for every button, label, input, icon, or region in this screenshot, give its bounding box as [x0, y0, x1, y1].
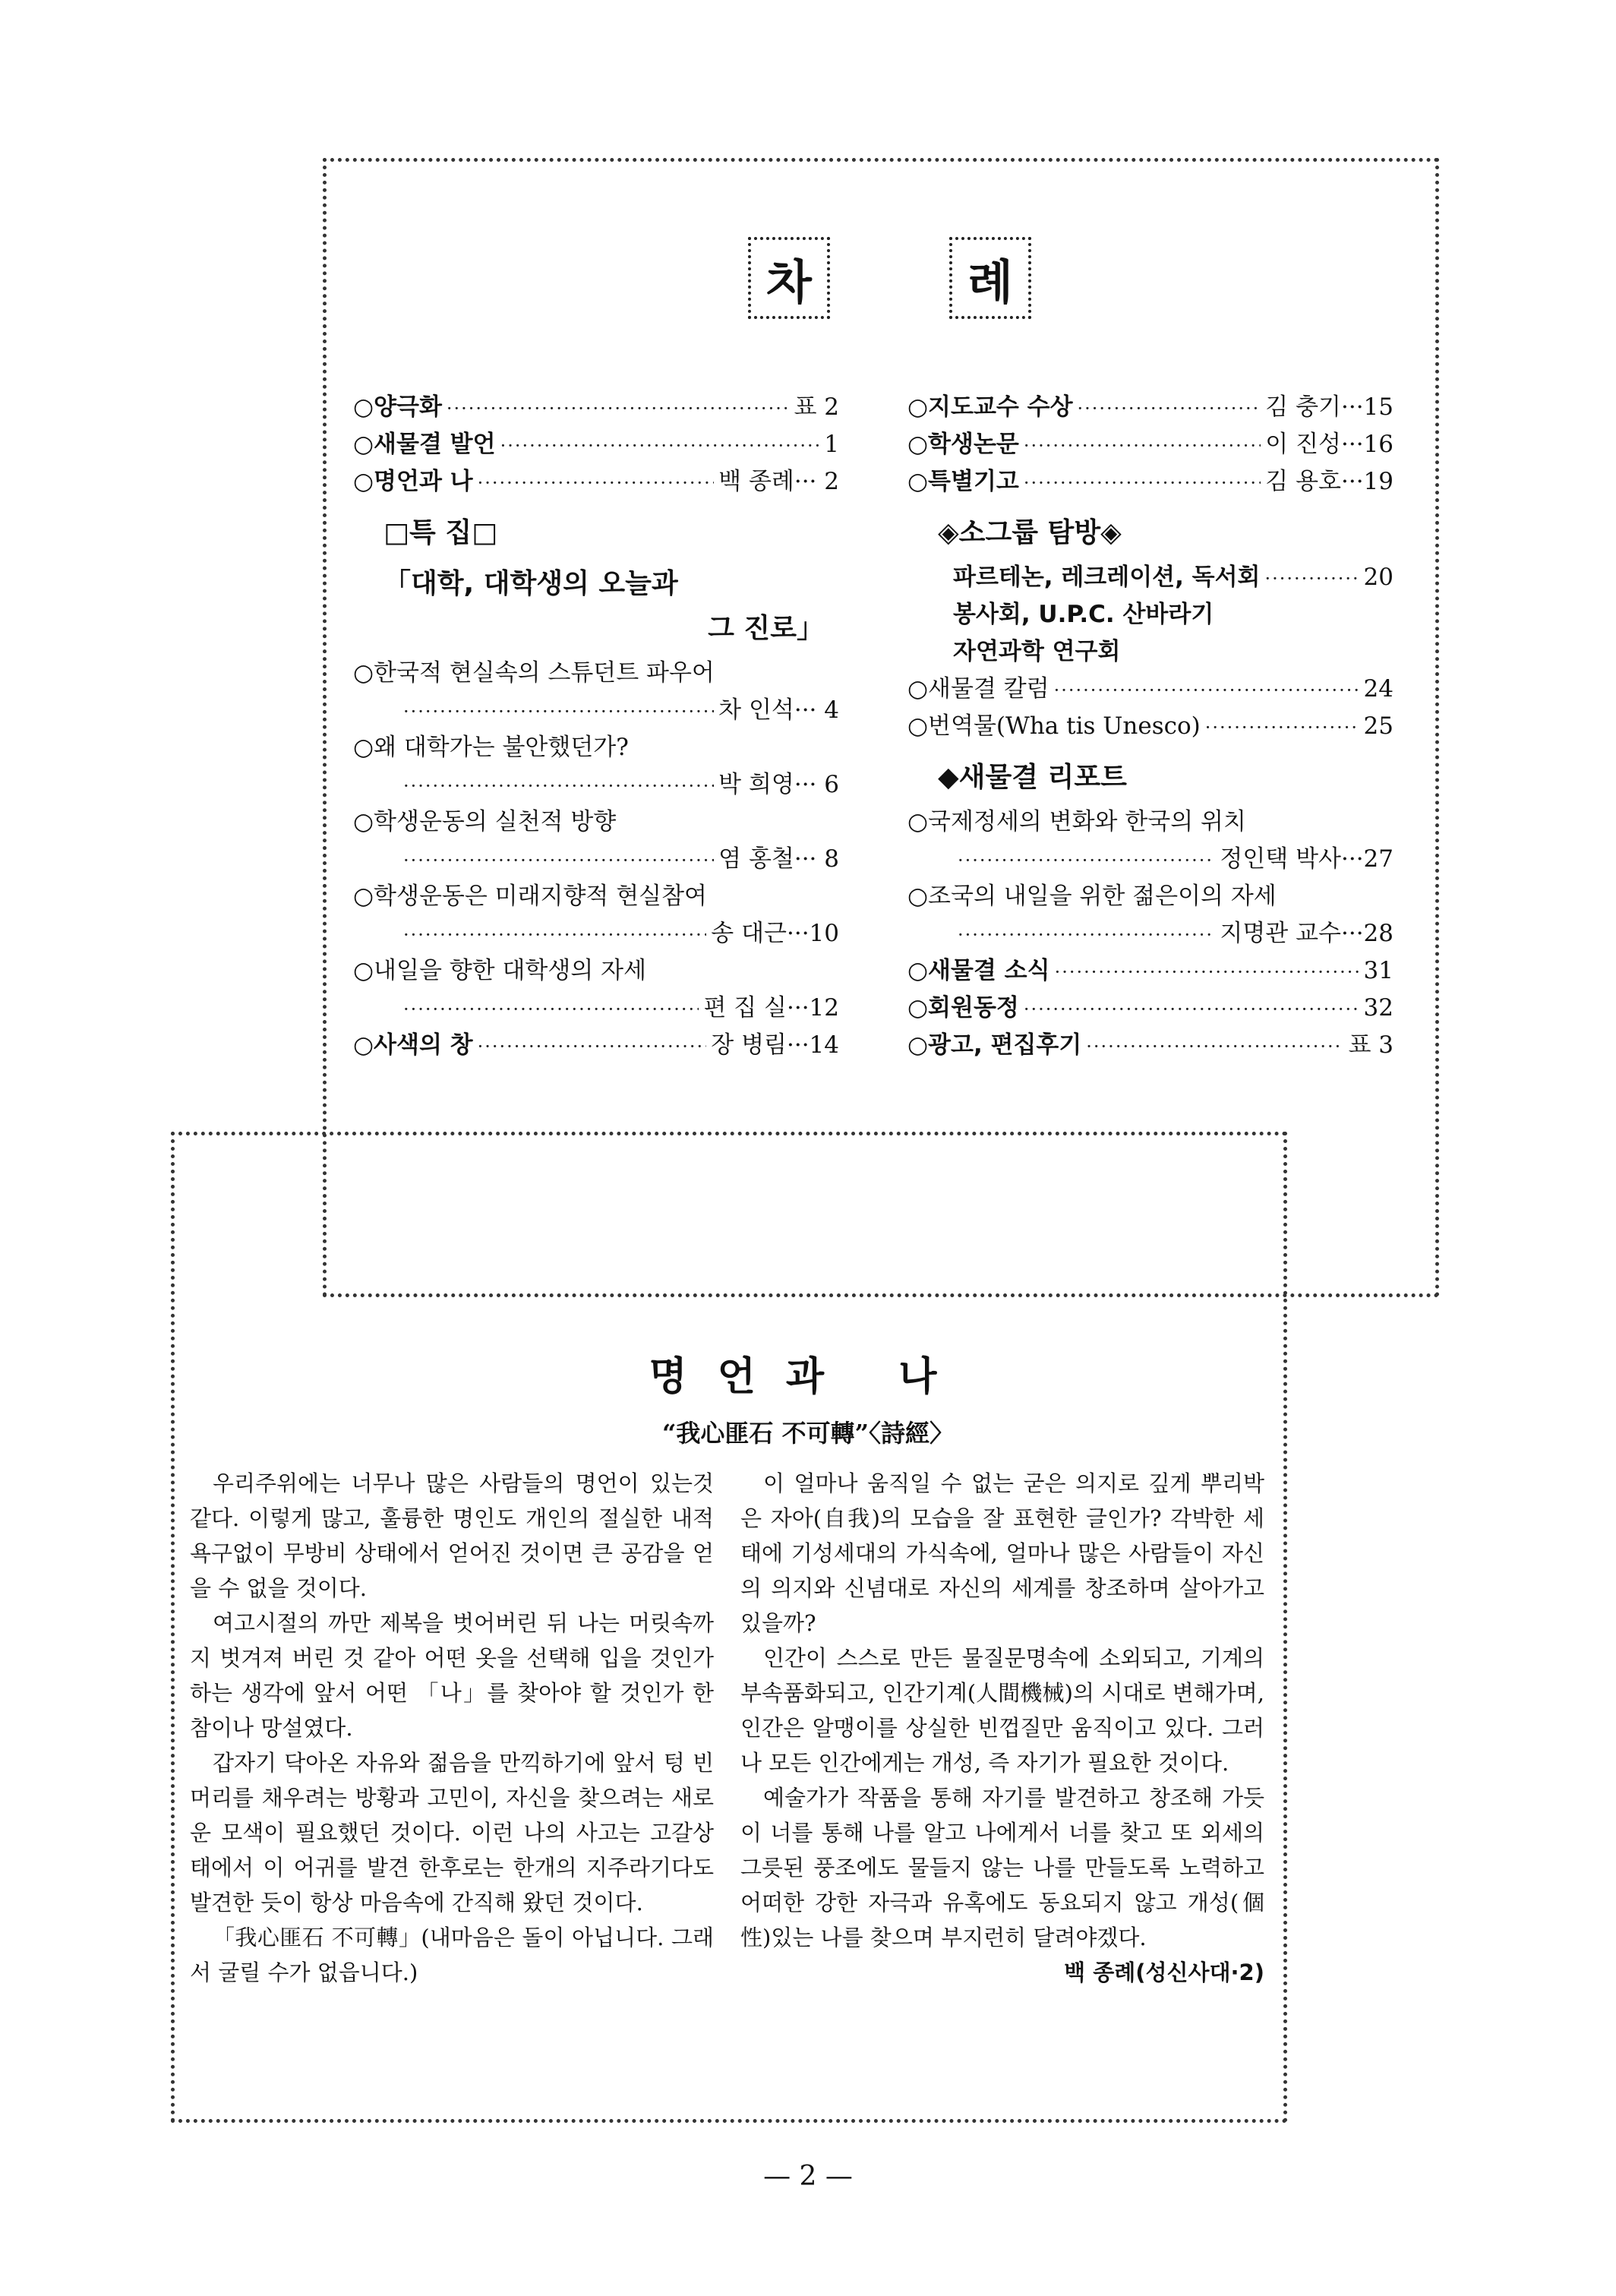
toc-entry-page: 표 2	[794, 393, 839, 421]
toc-entry	[353, 841, 839, 878]
toc-leader-dots	[1024, 465, 1261, 502]
toc-entry	[907, 671, 1393, 708]
toc-section-heading: ◆새물결 리포트	[938, 762, 1127, 793]
toc-section-heading: 그 진로」	[708, 613, 824, 644]
toc-entry-page: 차 인석··· 4	[718, 696, 839, 724]
toc-entry-title: ○한국적 현실속의 스튜던트 파우어	[353, 659, 715, 687]
toc-entry-label: ○회원동정	[907, 994, 1019, 1022]
toc-entry	[907, 389, 1393, 426]
toc-leader-dots	[403, 991, 699, 1028]
toc-entry-page: 편 집 실···12	[703, 994, 839, 1022]
toc-leader-dots	[403, 693, 714, 731]
toc-entry-label: ○번역물(Wha tis Unesco)	[907, 712, 1201, 740]
essay-paragraph: 「我心匪石 不可轉」(내마음은 돌이 아닙니다. 그래서 굴릴 수가 없읍니다.)	[190, 1925, 714, 1985]
toc-entry	[353, 1027, 839, 1064]
toc-leader-dots	[1024, 428, 1261, 465]
toc-entry-page: 32	[1363, 994, 1393, 1022]
toc-entry-title: ○국제정세의 변화와 한국의 위치	[907, 808, 1246, 835]
toc-entry	[353, 915, 839, 952]
toc-entry	[353, 463, 839, 501]
toc-leader-dots	[1055, 954, 1359, 991]
toc-entry	[353, 426, 839, 463]
toc-entry-page: 25	[1363, 712, 1393, 740]
toc-entry	[907, 426, 1393, 463]
toc-entry	[907, 915, 1393, 952]
toc-entry-page: 염 홍철··· 8	[718, 845, 839, 873]
toc-left-column	[353, 389, 839, 1064]
toc-leader-dots	[958, 842, 1215, 880]
toc-entry-page: 20	[1363, 564, 1393, 591]
toc-entry-title: ○학생운동의 실천적 방향	[353, 808, 617, 835]
essay-paragraph: 이 얼마나 움직일 수 없는 굳은 의지로 깊게 뿌리박은 자아(自我)의 모습을 잘 표현한 글인가? 각박한 세태에 기성세대의 가식속에, 얼마나 많은 사람들이 자신의 의지와 신념대로 자신의 세계를 창조하며 살아가고 있을까?	[740, 1470, 1264, 1636]
toc-entry-label: ○학생논문	[907, 431, 1019, 458]
toc-leader-dots	[403, 842, 714, 880]
toc-entry-label: ○새물결 칼럼	[907, 675, 1049, 703]
toc-entry-label: ○명언과 나	[353, 468, 473, 495]
toc-entry	[907, 990, 1393, 1027]
toc-right-column	[907, 389, 1393, 1064]
toc-title-char-2: 례	[949, 237, 1031, 319]
toc-title-char-1: 차	[748, 237, 830, 319]
toc-entry	[907, 952, 1393, 990]
toc-entry-page: 장 병림···14	[711, 1031, 839, 1059]
toc-entry-page: 백 종례··· 2	[718, 468, 839, 495]
essay-paragraph: 갑자기 닥아온 자유와 젊음을 만끽하기에 앞서 텅 빈 머리를 채우려는 방황과 고민이, 자신을 찾으려는 새로운 모색이 필요했던 것이다. 이런 나의 사고는 고갈상태에서 이 어귀를 발견 한후로는 한개의 지주라기다도 발견한 듯이 항상 마음속에 간직해 왔던 것이다.	[190, 1750, 714, 1915]
essay-left-column	[190, 1466, 714, 1990]
toc-entry-page: 표 3	[1348, 1031, 1393, 1059]
toc-entry-page: 지명관 교수···28	[1220, 920, 1393, 947]
toc-entry-title: 자연과학 연구회	[953, 638, 1121, 665]
toc-entry-label: ○특별기고	[907, 468, 1019, 495]
toc-entry-page: 이 진성···16	[1265, 431, 1393, 458]
toc-leader-dots	[403, 768, 714, 805]
toc-entry-label: ○양극화	[353, 393, 442, 421]
essay-right-column	[740, 1466, 1264, 1990]
toc-leader-dots	[1265, 561, 1359, 598]
toc-entry	[353, 692, 839, 729]
toc-entry-title: ○조국의 내일을 위한 젊은이의 자세	[907, 883, 1277, 910]
frame-overlap-mask	[1291, 1139, 1435, 1162]
page-number: — 2 —	[763, 2161, 853, 2192]
toc-entry-page: 정인택 박사···27	[1220, 845, 1393, 873]
toc-leader-dots	[447, 390, 790, 428]
toc-leader-dots	[403, 917, 706, 954]
toc-entry-page: 24	[1363, 675, 1393, 703]
toc-entry	[907, 1027, 1393, 1064]
toc-entry-title: ○내일을 향한 대학생의 자세	[353, 957, 647, 984]
essay-paragraph: 우리주위에는 너무나 많은 사람들의 명언이 있는것 같다. 이렇게 많고, 훌륭한 명인도 개인의 절실한 내적 욕구없이 무방비 상태에서 얻어진 것이면 큰 공감을 얻을 수 없을 것이다.	[190, 1470, 714, 1601]
frame-overlap-mask	[327, 1135, 1283, 1293]
toc-entry	[907, 559, 1393, 596]
toc-leader-dots	[958, 917, 1215, 954]
toc-entry	[907, 841, 1393, 878]
toc-entry-page: 김 충기···15	[1265, 393, 1393, 421]
toc-entry	[907, 708, 1393, 745]
toc-entry-page: 31	[1363, 957, 1393, 984]
essay-paragraph: 인간이 스스로 만든 물질문명속에 소외되고, 기계의 부속품화되고, 인간기계(人間機械)의 시대로 변해가며, 인간은 알맹이를 상실한 빈껍질만 움직이고 있다. 그러나 모든 인간에게는 개성, 즉 자기가 필요한 것이다.	[740, 1645, 1264, 1776]
toc-leader-dots	[1086, 1028, 1343, 1066]
toc-entry-title: ○학생운동은 미래지향적 현실참여	[353, 883, 708, 910]
toc-entry-page: 1	[824, 431, 839, 458]
toc-entry	[353, 766, 839, 804]
toc-entry-label: ○광고, 편집후기	[907, 1031, 1082, 1059]
toc-section-heading: □특 집□	[383, 517, 498, 548]
toc-section-heading: ◈소그룹 탐방◈	[938, 517, 1122, 548]
essay-paragraph: 예술가가 작품을 통해 자기를 발견하고 창조해 가듯이 너를 통해 나를 알고 나에게서 너를 찾고 또 외세의 그릇된 풍조에도 물들지 않는 나를 만들도록 노력하고 어떠한 강한 자극과 유혹에도 동요되지 않고 개성(個性)있는 나를 찾으며 부지런히 달려야겠다.	[740, 1785, 1264, 1950]
toc-entry-label: ○사색의 창	[353, 1031, 473, 1059]
essay-author: 백 종례(성신사대·2)	[1064, 1960, 1264, 1985]
essay-title: 명언과 나	[649, 1354, 967, 1400]
toc-leader-dots	[1024, 991, 1359, 1028]
toc-entry	[353, 389, 839, 426]
toc-entry	[353, 990, 839, 1027]
toc-leader-dots	[478, 465, 715, 502]
essay-paragraph: 여고시절의 까만 제복을 벗어버린 뒤 나는 머릿속까지 벗겨져 버린 것 같아 어떤 옷을 선택해 입을 것인가 하는 생각에 앞서 어떤 「나」를 찾아야 할 것인가 한참이나 망설였다.	[190, 1610, 714, 1741]
toc-section-heading: 「대학, 대학생의 오늘과	[383, 568, 678, 599]
toc-leader-dots	[478, 1028, 707, 1066]
essay-subtitle: “我心匪石 不可轉”〈詩經〉	[662, 1419, 954, 1448]
toc-entry-label: ○지도교수 수상	[907, 393, 1073, 421]
toc-entry-label: 파르테논, 레크레이션, 독서회	[953, 564, 1261, 591]
toc-entry	[907, 463, 1393, 501]
toc-entry-title: 봉사회, U.P.C. 산바라기	[953, 601, 1214, 628]
toc-entry-title: ○왜 대학가는 불안했던가?	[353, 734, 629, 761]
toc-leader-dots	[1054, 672, 1359, 709]
toc-leader-dots	[500, 428, 820, 465]
toc-entry-page: 송 대근···10	[711, 920, 839, 947]
toc-entry-page: 김 용호···19	[1265, 468, 1393, 495]
toc-entry-page: 박 희영··· 6	[718, 771, 839, 798]
toc-leader-dots	[1205, 709, 1359, 747]
toc-entry-label: ○새물결 소식	[907, 957, 1050, 984]
toc-entry-label: ○새물결 발언	[353, 431, 496, 458]
toc-leader-dots	[1078, 390, 1261, 428]
